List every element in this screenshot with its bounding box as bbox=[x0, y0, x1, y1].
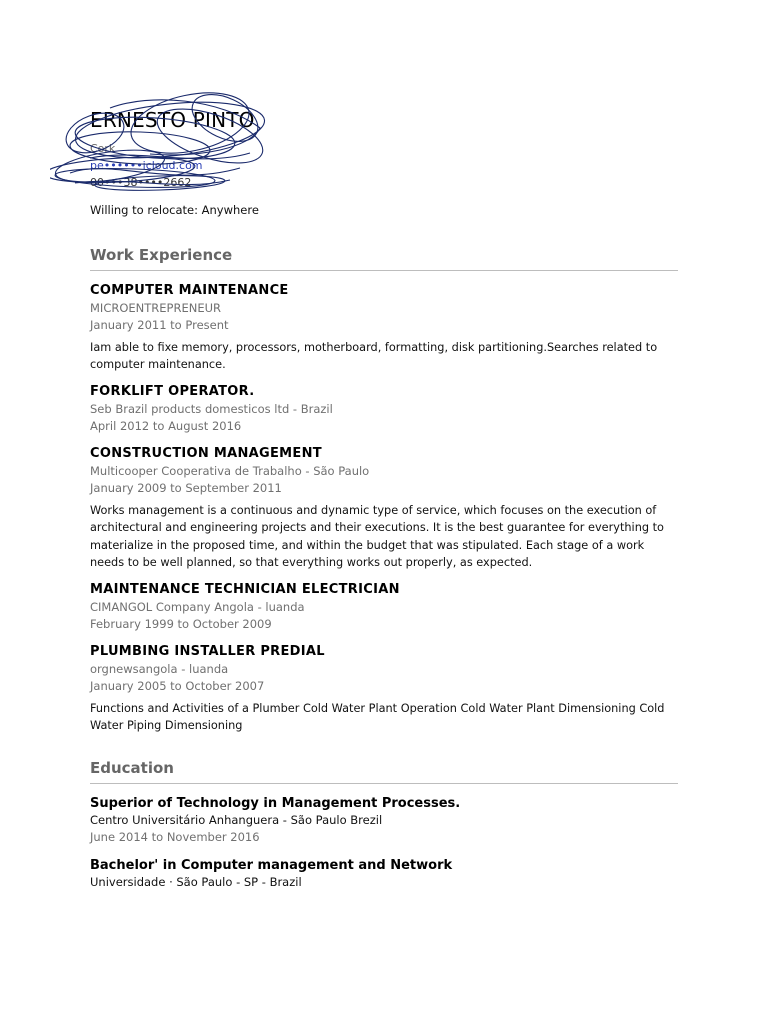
job-title: FORKLIFT OPERATOR. bbox=[90, 384, 255, 399]
job-company: CIMANGOL Company Angola - luanda bbox=[90, 600, 305, 614]
education-dates: June 2014 to November 2016 bbox=[90, 830, 260, 844]
email-link[interactable]: pe••••••icloud.com bbox=[90, 159, 203, 172]
job-company: Seb Brazil products domesticos ltd - Brazil bbox=[90, 402, 333, 416]
school-name: Universidade · São Paulo - SP - Brazil bbox=[90, 875, 302, 889]
education-heading: Education bbox=[90, 759, 678, 784]
candidate-name: ERNESTO PINTO bbox=[90, 108, 255, 132]
job-title: COMPUTER MAINTENANCE bbox=[90, 283, 289, 298]
job-entry bbox=[90, 446, 678, 571]
job-title: MAINTENANCE TECHNICIAN ELECTRICIAN bbox=[90, 582, 400, 597]
job-company: MICROENTREPRENEUR bbox=[90, 301, 222, 315]
degree-title: Superior of Technology in Management Processes. bbox=[90, 796, 461, 811]
job-entry bbox=[90, 644, 678, 735]
education-entry bbox=[90, 858, 678, 889]
education-section bbox=[90, 759, 678, 784]
work-experience-section bbox=[90, 246, 678, 271]
job-description: Iam able to fixe memory, processors, motherboard, formatting, disk partitioning.Searches related to computer maintenance. bbox=[90, 341, 658, 372]
job-company: Multicooper Cooperativa de Trabalho - São Paulo bbox=[90, 464, 370, 478]
education-entry bbox=[90, 796, 678, 844]
job-dates: February 1999 to October 2009 bbox=[90, 617, 272, 631]
job-dates: January 2011 to Present bbox=[90, 318, 229, 332]
job-title: PLUMBING INSTALLER PREDIAL bbox=[90, 644, 325, 659]
degree-title: Bachelor' in Computer management and Network bbox=[90, 858, 453, 873]
job-dates: April 2012 to August 2016 bbox=[90, 419, 242, 433]
job-title: CONSTRUCTION MANAGEMENT bbox=[90, 446, 322, 461]
job-description: Functions and Activities of a Plumber Cold Water Plant Operation Cold Water Plant Dimensioning Cold Water Piping Dimensioning bbox=[90, 702, 665, 733]
job-entry bbox=[90, 283, 678, 374]
location-text: Cork bbox=[90, 142, 116, 155]
school-name: Centro Universitário Anhanguera - São Paulo Brezil bbox=[90, 813, 383, 827]
job-company: orgnewsangola - luanda bbox=[90, 662, 229, 676]
job-entry bbox=[90, 582, 678, 631]
job-description: Works management is a continuous and dynamic type of service, which focuses on the execution of architectural and engineering projects and their executions. It is the best guarantee for everything to materialize in the proposed time, and within the budget that was stipulated. Each stage of a work needs to be well planned, so that everything works out properly, as expected. bbox=[90, 504, 664, 569]
work-experience-heading: Work Experience bbox=[90, 246, 678, 271]
job-entry bbox=[90, 384, 678, 433]
job-dates: January 2009 to September 2011 bbox=[90, 481, 282, 495]
job-dates: January 2005 to October 2007 bbox=[90, 679, 265, 693]
relocate-text: Willing to relocate: Anywhere bbox=[90, 203, 259, 217]
phone-text: 00•••38••••2662 bbox=[90, 176, 192, 189]
